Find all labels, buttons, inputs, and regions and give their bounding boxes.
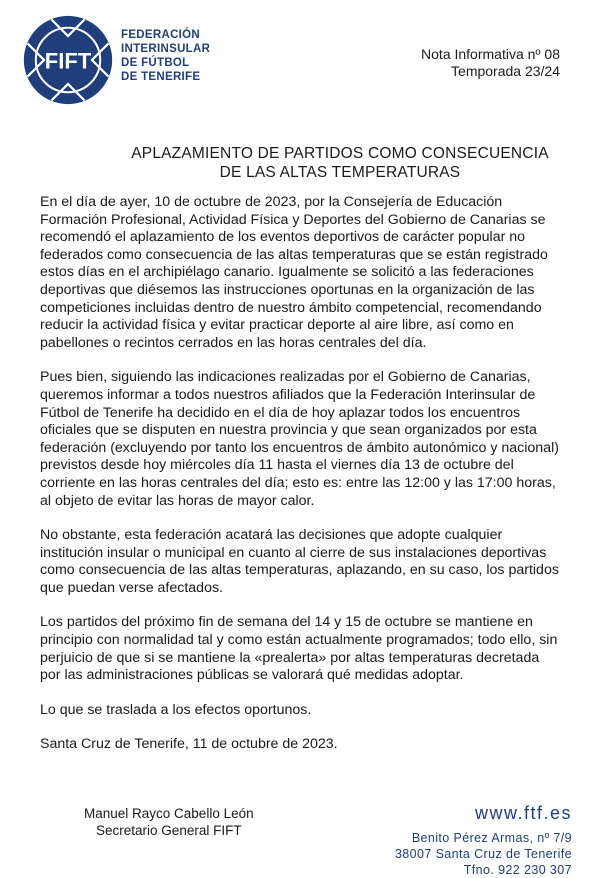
- body-paragraph: Pues bien, siguiendo las indicaciones realizadas por el Gobierno de Canarias, queremos informar a todos nuestros afiliados que la Federación Interinsular de Fútbol de Tenerife ha decidido en el día de hoy aplazar todos los encuentros oficiales que se disputen en nuestra provincia y que sean organizados por esta federación (excluyendo por tanto los encuentros de ámbito autonómico y nacional) previstos desde hoy miércoles día 11 hasta el viernes día 13 de octubre del corriente en las horas centrales del día; esto es: entre las 12:00 y las 17:00 horas, al objeto de evitar las horas de mayor calor.: [40, 369, 559, 509]
- org-name-line: DE TENERIFE: [121, 71, 201, 83]
- contact-block: [395, 803, 572, 878]
- address-line: 38007 Santa Cruz de Tenerife: [394, 847, 572, 861]
- document-body: [40, 194, 559, 771]
- org-name-line: DE FÚTBOL: [121, 57, 190, 69]
- signature-block: [84, 805, 254, 839]
- place-date: Santa Cruz de Tenerife, 11 de octubre de 2023.: [40, 736, 338, 753]
- fift-logo-emblem: [22, 14, 114, 106]
- logo-text: FIFT: [44, 48, 92, 74]
- body-paragraph: Los partidos del próximo fin de semana del 14 y 15 de octubre se mantiene en principio con normalidad tal y como están actualmente programados; todo ello, sin perjuicio de que si se mantiene la «prealerta» por altas temperaturas decretada por las administraciones públicas se valorará qué medidas adoptar.: [40, 614, 558, 684]
- org-name-line: FEDERACIÓN: [121, 29, 201, 41]
- signer-name: Manuel Rayco Cabello León: [84, 806, 254, 821]
- note-number: Nota Informativa nº 08: [421, 46, 560, 62]
- body-paragraph: En el día de ayer, 10 de octubre de 2023, por la Consejería de Educación Formación Profesional, Actividad Física y Deportes del Gobierno de Canarias se recomendó el aplazamiento de los eventos deportivos de carácter popular no federados como consecuencia de las altas temperaturas que se están registrado estos días en el archipiélago canario. Igualmente se solicitó a las federaciones deportivas que diésemos las instrucciones oportunas en la organización de las competiciones incluidas dentro de nuestro ámbito competencial, recomendando reducir la actividad física y evitar practicar deporte al aire libre, así como en pabellones o recintos cerrados en las horas centrales del día.: [40, 194, 548, 351]
- organization-name: [121, 28, 210, 84]
- note-meta: [421, 46, 560, 80]
- document-title: [90, 144, 590, 182]
- phone-number: Tfno. 922 230 307: [463, 863, 572, 877]
- signer-role: Secretario General FIFT: [96, 823, 242, 838]
- fift-logo: [22, 14, 114, 106]
- website-link[interactable]: www.ftf.es: [474, 803, 572, 823]
- season-label: Temporada 23/24: [451, 63, 560, 79]
- title-line: APLAZAMIENTO DE PARTIDOS COMO CONSECUENCIA: [131, 145, 549, 162]
- title-line: DE LAS ALTAS TEMPERATURAS: [219, 164, 461, 181]
- org-name-line: INTERINSULAR: [121, 43, 211, 55]
- body-paragraph: No obstante, esta federación acatará las decisiones que adopte cualquier institución insular o municipal en cuanto al cierre de sus instalaciones deportivas como consecuencia de las altas temperaturas, aplazando, en su caso, los partidos que puedan verse afectados.: [40, 527, 559, 596]
- address-line: Benito Pérez Armas, nº 7/9: [411, 831, 572, 845]
- closing-line: Lo que se traslada a los efectos oportunos.: [40, 701, 312, 718]
